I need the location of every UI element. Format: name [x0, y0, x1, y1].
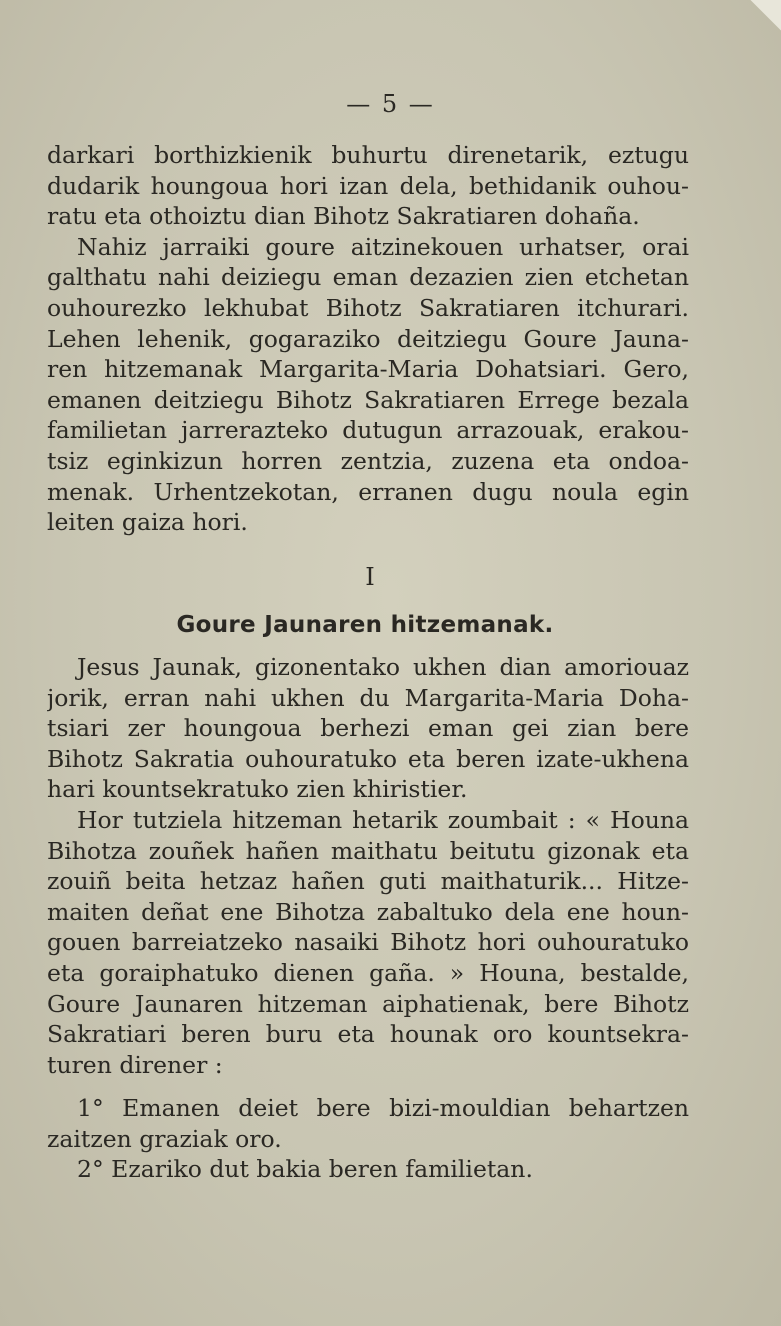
- list-item-line: 2° Ezariko dut bakia beren familietan.: [77, 1155, 533, 1184]
- body-paragraph: [47, 652, 689, 1080]
- text-line: jorik, erran nahi ukhen du Margarita-Maria Doha-: [47, 683, 689, 712]
- text-line: tsiari zer houngoua berhezi eman gei zian bere: [47, 714, 689, 743]
- text-line: ouhourezko lekhubat Bihotz Sakratiaren itchurari.: [47, 293, 689, 322]
- text-line: darkari borthizkienik buhurtu direnetarik, eztugu: [47, 141, 689, 169]
- text-line: gouen barreiatzeko nasaiki Bihotz hori ouhouratuko: [47, 928, 689, 957]
- text-line: familietan jarrerazteko dutugun arrazouak, erakou-: [47, 416, 689, 445]
- text-line: galthatu nahi deiziegu eman dezazien zien etchetan: [47, 263, 689, 292]
- text-line: ren hitzemanak Margarita-Maria Dohatsiari. Gero,: [47, 355, 689, 384]
- text-line: Hor tutziela hitzeman hetarik zoumbait : « Houna: [77, 805, 689, 834]
- section-title: Goure Jaunaren hitzemanak.: [176, 612, 554, 638]
- page-number: — 5 —: [346, 90, 435, 118]
- text-line: dudarik houngoua hori izan dela, bethidanik ouhou-: [47, 171, 689, 200]
- text-line: hari kountsekratuko zien khiristier.: [47, 775, 468, 804]
- text-line: ratu eta othoiztu dian Bihotz Sakratiaren dohaña.: [47, 202, 640, 231]
- text-line: Jesus Jaunak, gizonentako ukhen dian amoriouaz: [77, 653, 689, 681]
- text-line: menak. Urhentzekotan, erranen dugu noula egin: [47, 477, 689, 506]
- text-line: Goure Jaunaren hitzeman aiphatienak, bere Bihotz: [47, 989, 689, 1018]
- text-line: leiten gaiza hori.: [47, 508, 248, 537]
- text-line: maiten deñat ene Bihotza zabaltuko dela ene houn-: [47, 897, 689, 926]
- text-line: Bihotz Sakratia ouhouratuko eta beren izate-ukhena: [47, 744, 689, 773]
- text-line: Lehen lehenik, gogaraziko deitziegu Goure Jauna-: [47, 324, 689, 353]
- text-line: zouiñ beita hetzaz hañen guti maithaturik... Hitze-: [47, 867, 689, 896]
- page-corner: [741, 0, 781, 60]
- text-line: Nahiz jarraiki goure aitzinekouen urhatser, orai: [77, 232, 689, 261]
- promise-list: [47, 1093, 689, 1185]
- list-item-line: 1° Emanen deiet bere bizi-mouldian behartzen: [77, 1094, 689, 1122]
- list-item-line: zaitzen graziak oro.: [47, 1124, 282, 1153]
- text-line: eta goraiphatuko dienen gaña. » Houna, bestalde,: [47, 958, 689, 987]
- intro-paragraph: [47, 140, 689, 538]
- section-number: I: [365, 563, 375, 591]
- text-line: Sakratiari beren buru eta hounak oro kountsekra-: [47, 1020, 689, 1049]
- text-line: tsiz eginkizun horren zentzia, zuzena eta ondoa-: [47, 446, 689, 475]
- text-line: Bihotza zouñek hañen maithatu beitutu gizonak eta: [47, 836, 689, 865]
- text-line: emanen deitziegu Bihotz Sakratiaren Errege bezala: [47, 385, 689, 414]
- text-line: turen direner :: [47, 1050, 223, 1079]
